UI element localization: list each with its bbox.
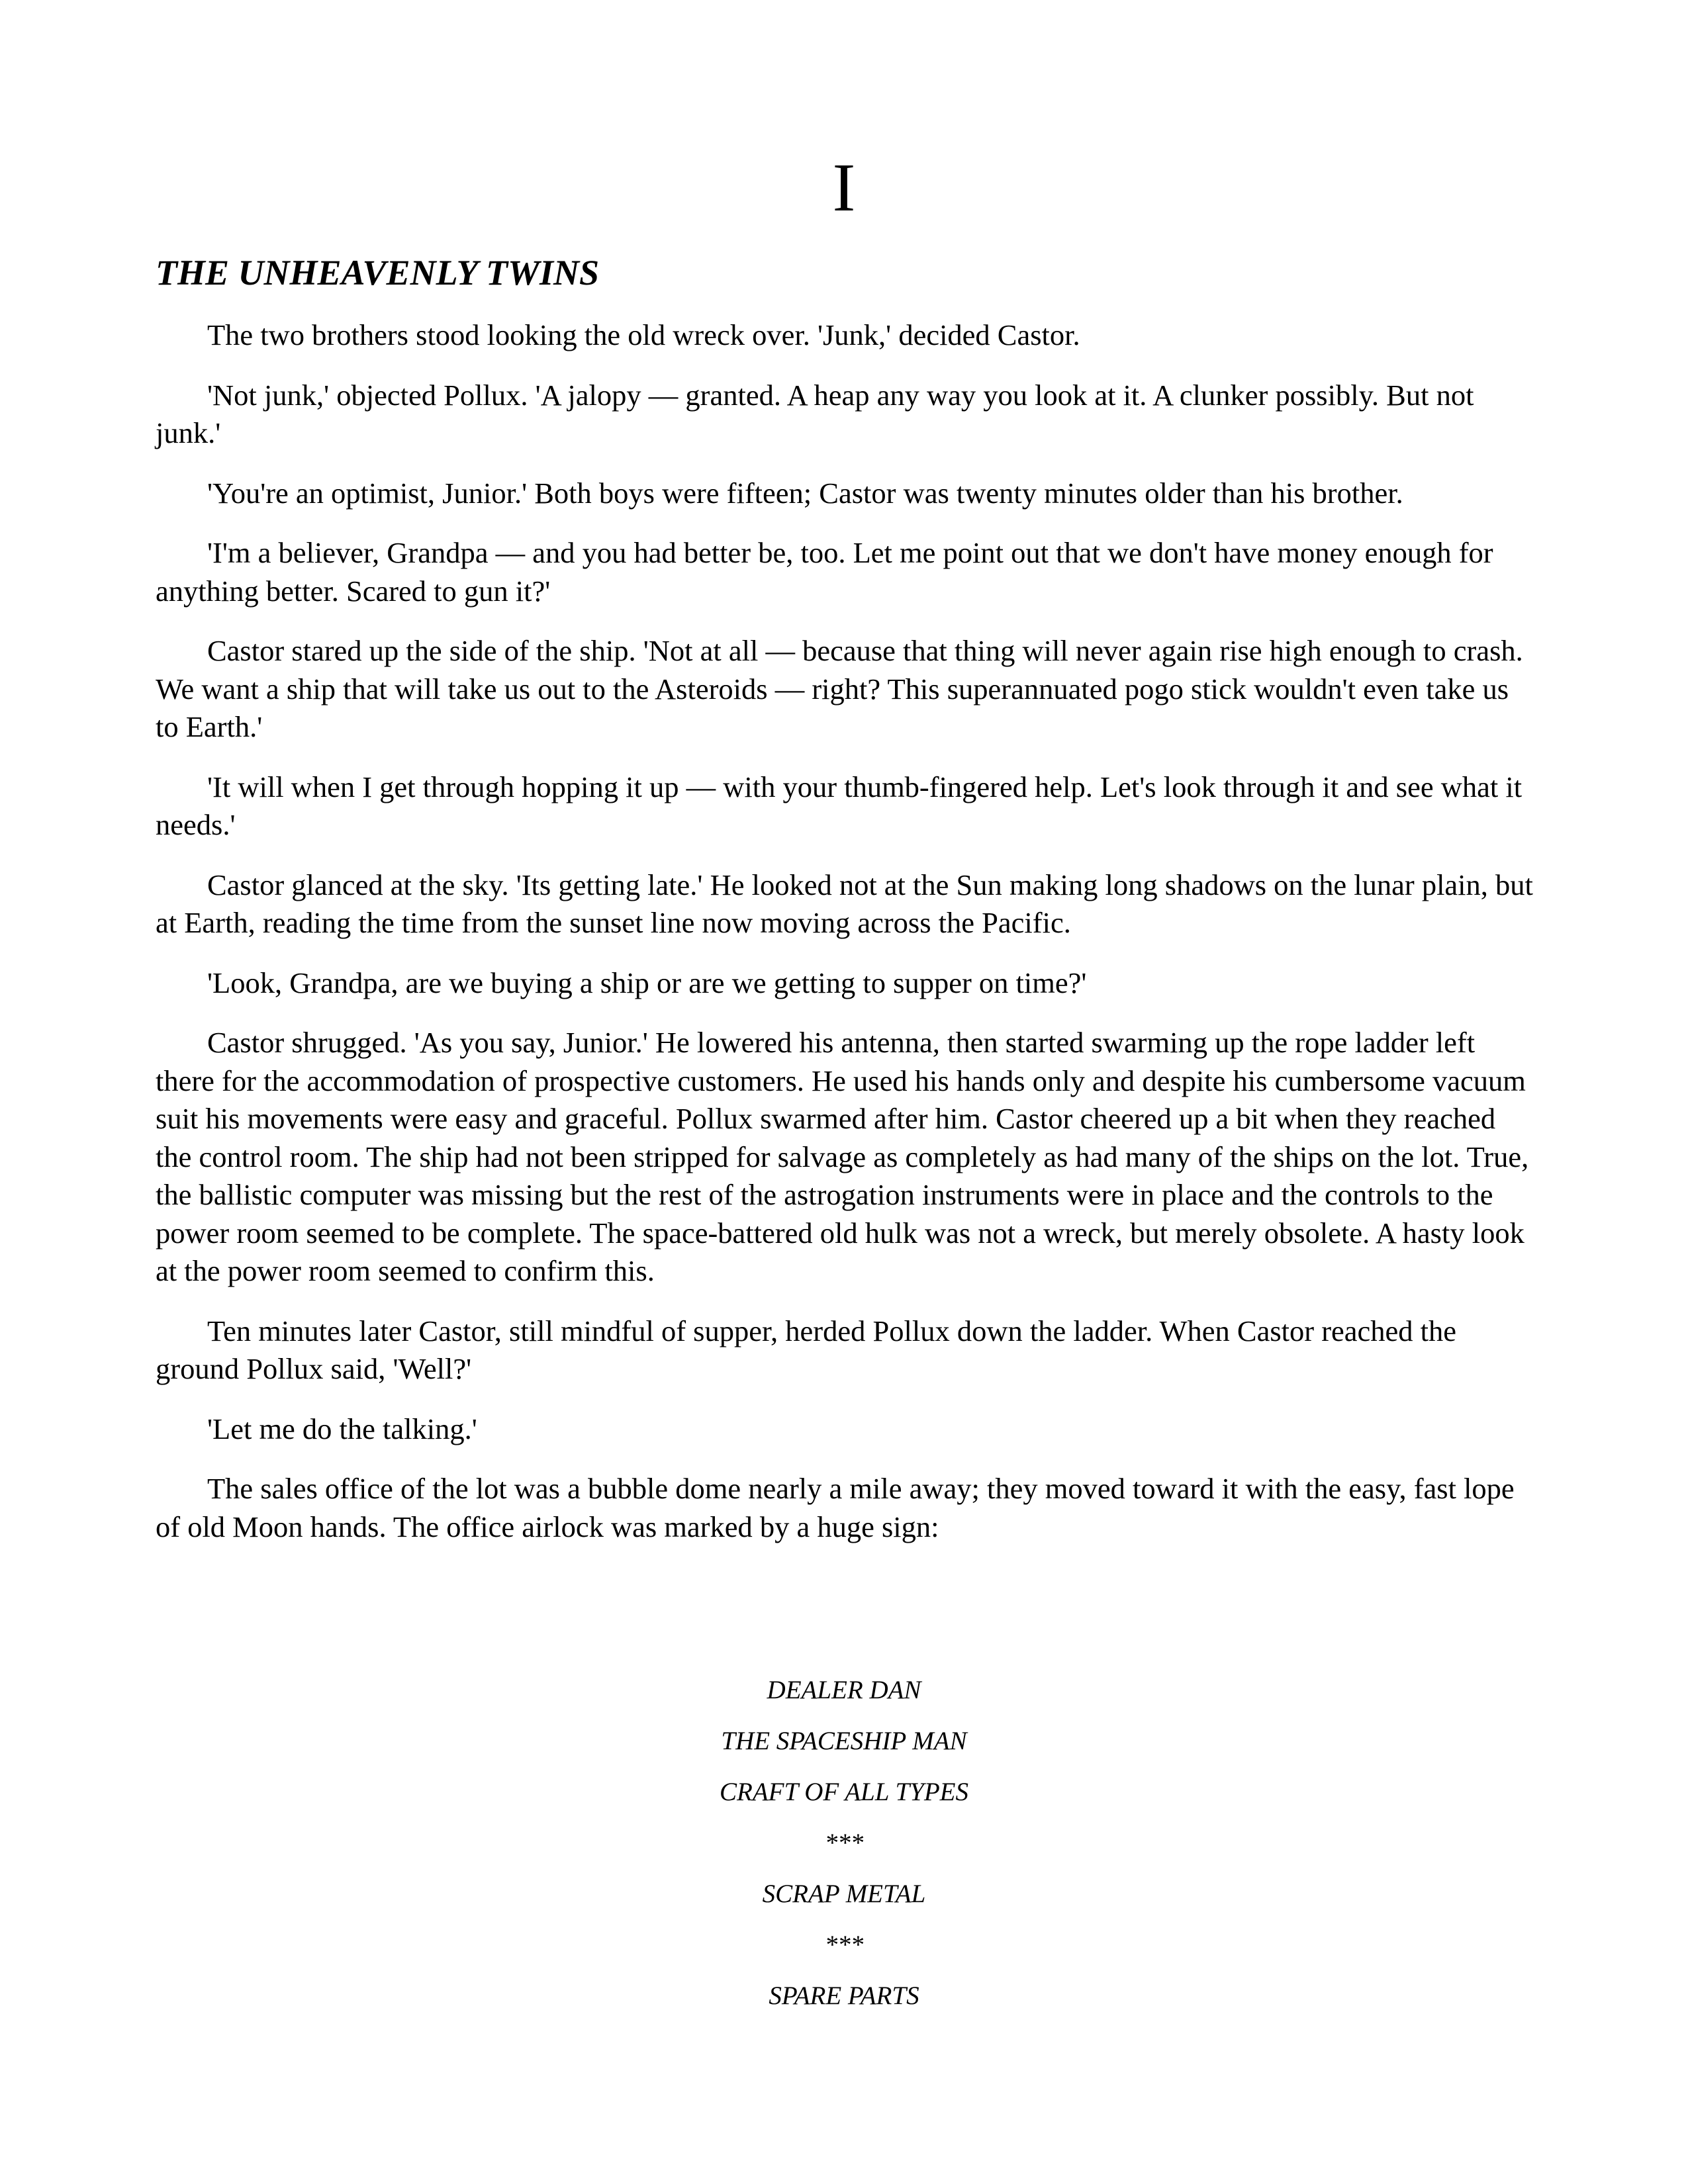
chapter-body xyxy=(156,316,1536,1568)
chapter-title: THE UNHEAVENLY TWINS xyxy=(156,253,600,293)
paragraph: The sales office of the lot was a bubble dome nearly a mile away; they moved toward it with the easy, fast lope of old Moon hands. The office airlock was marked by a huge sign: xyxy=(156,1472,1515,1543)
paragraph: Castor stared up the side of the ship. 'Not at all — because that thing will never again rise high enough to crash. We want a ship that will take us out to the Asteroids — right? This superannuated pogo stick wouldn't even take us to Earth.' xyxy=(156,634,1523,743)
dealer-sign xyxy=(0,1677,1688,2034)
sign-separator: *** xyxy=(824,1931,864,1959)
sign-line: DEALER DAN xyxy=(767,1676,921,1704)
sign-line: SPARE PARTS xyxy=(769,1981,919,2010)
paragraph: 'Look, Grandpa, are we buying a ship or are we getting to supper on time?' xyxy=(207,966,1087,999)
paragraph: 'Let me do the talking.' xyxy=(207,1412,477,1445)
sign-separator: *** xyxy=(824,1829,864,1857)
paragraph: Ten minutes later Castor, still mindful of supper, herded Pollux down the ladder. When Castor reached the ground Pollux said, 'Well?' xyxy=(156,1314,1457,1385)
paragraph: 'It will when I get through hopping it up — with your thumb-fingered help. Let's look through it and see what it needs.' xyxy=(156,770,1523,841)
sign-line: THE SPACESHIP MAN xyxy=(721,1727,967,1755)
paragraph: 'Not junk,' objected Pollux. 'A jalopy — granted. A heap any way you look at it. A clunker possibly. But not junk.' xyxy=(156,378,1474,449)
sign-line: SCRAP METAL xyxy=(762,1880,926,1908)
chapter-number: I xyxy=(832,150,856,226)
paragraph: 'You're an optimist, Junior.' Both boys were fifteen; Castor was twenty minutes older than his brother. xyxy=(207,476,1403,510)
sign-line: CRAFT OF ALL TYPES xyxy=(719,1778,969,1806)
paragraph: Castor shrugged. 'As you say, Junior.' He lowered his antenna, then started swarming up the rope ladder left there for the accommodation of prospective customers. He used his hands only and despite his cumbersome vacuum suit his movements were easy and graceful. Pollux swarmed after him. Castor cheered up a bit when they reached the control room. The ship had not been stripped for salvage as completely as had many of the ships on the lot. True, the ballistic computer was missing but the rest of the astrogation instruments were in place and the controls to the power room seemed to be complete. The space-battered old hulk was not a wreck, but merely obsolete. A hasty look at the power room seemed to confirm this. xyxy=(156,1026,1529,1287)
paragraph: The two brothers stood looking the old wreck over. 'Junk,' decided Castor. xyxy=(207,318,1080,351)
paragraph: Castor glanced at the sky. 'Its getting late.' He looked not at the Sun making long shadows on the lunar plain, but at Earth, reading the time from the sunset line now moving across the Pacific. xyxy=(156,868,1533,939)
paragraph: 'I'm a believer, Grandpa — and you had better be, too. Let me point out that we don't have money enough for anything better. Scared to gun it?' xyxy=(156,536,1493,608)
